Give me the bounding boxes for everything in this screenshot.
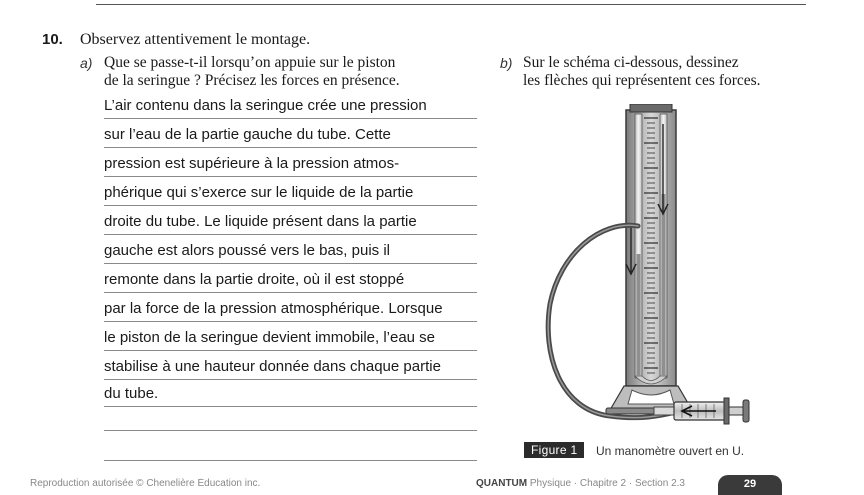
manometer-figure xyxy=(540,104,780,436)
answer-line-11: du tube. xyxy=(104,385,159,402)
part-a-question-line-2: de la seringue ? Précisez les forces en présence. xyxy=(104,72,400,89)
footer-brand: QUANTUM xyxy=(476,478,528,489)
question-number: 10. xyxy=(42,31,63,48)
answer-rule xyxy=(104,460,477,461)
answer-line-3: pression est supérieure à la pression atmos- xyxy=(104,155,400,172)
answer-line-1: L’air contenu dans la seringue crée une pression xyxy=(104,97,427,114)
answer-line-7: remonte dans la partie droite, où il est stoppé xyxy=(104,271,405,288)
answer-line-2: sur l’eau de la partie gauche du tube. Cette xyxy=(104,126,391,143)
answer-line-6: gauche est alors poussé vers le bas, puis il xyxy=(104,242,390,259)
answer-rule xyxy=(104,350,477,351)
answer-line-5: droite du tube. Le liquide présent dans la partie xyxy=(104,213,417,230)
top-rule xyxy=(96,4,806,5)
part-b-question-line-2: les flèches qui représentent ces forces. xyxy=(523,72,761,89)
figure-tag: Figure 1 xyxy=(524,442,584,458)
answer-line-4: phérique qui s’exerce sur le liquide de la partie xyxy=(104,184,414,201)
answer-rule xyxy=(104,205,477,206)
question-intro: Observez attentivement le montage. xyxy=(80,31,311,48)
answer-rule xyxy=(104,234,477,235)
footer-copyright: Reproduction autorisée © Chenelière Éducation inc. xyxy=(30,478,261,489)
answer-rule xyxy=(104,430,477,431)
answer-rule xyxy=(104,176,477,177)
footer xyxy=(30,478,810,489)
figure-caption: Un manomètre ouvert en U. xyxy=(596,444,745,458)
answer-rule xyxy=(104,321,477,322)
answer-rule xyxy=(104,292,477,293)
answer-rule xyxy=(104,263,477,264)
page-number: 29 xyxy=(718,475,782,495)
part-a-letter: a) xyxy=(80,55,93,71)
answer-line-9: le piston de la seringue devient immobile, l’eau se xyxy=(104,329,436,346)
answer-rule xyxy=(104,118,477,119)
answer-rule xyxy=(104,379,477,380)
answer-rule xyxy=(104,147,477,148)
manometer-board xyxy=(626,104,676,386)
answer-rule xyxy=(104,406,477,407)
answer-line-8: par la force de la pression atmosphérique. Lorsque xyxy=(104,300,443,317)
footer-section: Physique · Chapitre 2 · Section 2.3 xyxy=(529,478,685,489)
part-b-letter: b) xyxy=(500,55,513,71)
answer-line-10: stabilise à une hauteur donnée dans chaque partie xyxy=(104,358,441,375)
footer-series xyxy=(476,478,685,489)
part-b-question-line-1: Sur le schéma ci-dessous, dessinez xyxy=(523,54,739,71)
part-a-question-line-1: Que se passe-t-il lorsqu’on appuie sur le piston xyxy=(104,54,396,71)
